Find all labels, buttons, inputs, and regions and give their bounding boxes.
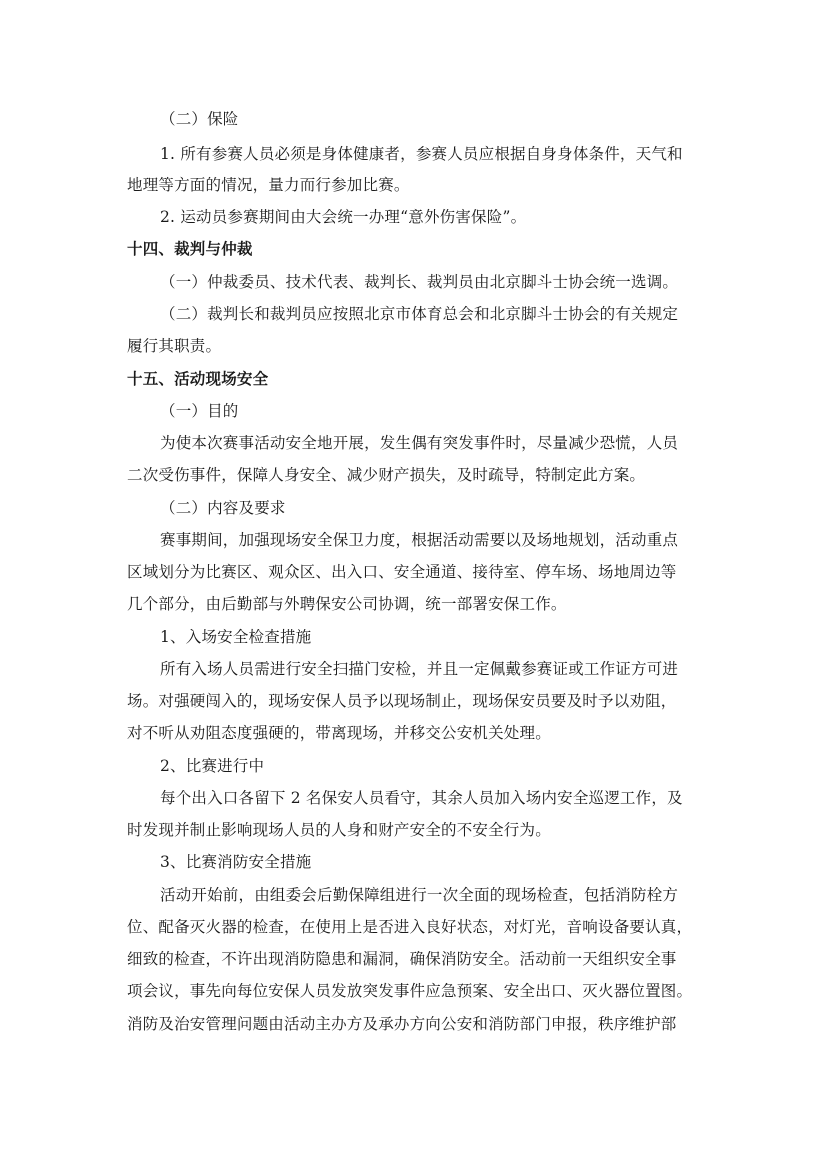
measure-1-line-2: 场。对强硬闯入的，现场安保人员予以现场制止，现场保安员要及时予以劝阻， — [127, 692, 677, 710]
content-line-3: 几个部分，由后勤部与外聘保安公司协调，统一部署安保工作。 — [127, 595, 567, 613]
section-14-title: 十四、裁判与仲裁 — [127, 240, 253, 258]
content-line-2: 区域划分为比赛区、观众区、出入口、安全通道、接待室、停车场、场地周边等 — [127, 563, 677, 581]
measure-2-line-2: 时发现并制止影响现场人员的人身和财产安全的不安全行为。 — [127, 821, 551, 839]
insurance-paragraph-1-line-1: 1. 所有参赛人员必须是身体健康者，参赛人员应根据自身身体条件，天气和 — [160, 145, 683, 163]
measure-2-line-1: 每个出入口各留下 2 名保安人员看守，其余人员加入场内安全巡逻工作，及 — [160, 789, 683, 807]
measure-1-line-3: 对不听从劝阻态度强硬的，带离现场，并移交公安机关处理。 — [127, 724, 551, 742]
section-14-paragraph-2-line-2: 履行其职责。 — [127, 337, 222, 355]
measure-2-title: 2、比赛进行中 — [160, 757, 265, 775]
purpose-line-1: 为使本次赛事活动安全地开展，发生偶有突发事件时，尽量减少恐慌，人员 — [160, 434, 679, 452]
measure-3-line-4: 项会议，事先向每位安保人员发放突发事件应急预案、安全出口、灭火器位置图。 — [127, 982, 693, 1000]
insurance-heading: （二）保险 — [160, 110, 239, 128]
purpose-line-2: 二次受伤事件，保障人身安全、减少财产损失，及时疏导，特制定此方案。 — [127, 466, 646, 484]
section-14-paragraph-2-line-1: （二）裁判长和裁判员应按照北京市体育总会和北京脚斗士协会的有关规定 — [160, 305, 679, 323]
section-14-paragraph-1: （一）仲裁委员、技术代表、裁判长、裁判员由北京脚斗士协会统一选调。 — [160, 273, 679, 291]
measure-3-line-2: 位、配备灭火器的检查，在使用上是否进入良好状态，对灯光，音响设备要认真， — [127, 918, 693, 936]
measure-3-title: 3、比赛消防安全措施 — [160, 853, 312, 871]
measure-1-line-1: 所有入场人员需进行安全扫描门安检，并且一定佩戴参赛证或工作证方可进 — [160, 660, 679, 678]
section-15-title: 十五、活动现场安全 — [127, 370, 269, 388]
measure-3-line-5: 消防及治安管理问题由活动主办方及承办方向公安和消防部门申报，秩序维护部 — [127, 1015, 677, 1033]
measure-1-title: 1、入场安全检查措施 — [160, 628, 312, 646]
section-15-subheading-purpose: （一）目的 — [160, 402, 239, 420]
measure-3-line-3: 细致的检查，不许出现消防隐患和漏洞，确保消防安全。活动前一天组织安全事 — [127, 950, 677, 968]
measure-3-line-1: 活动开始前，由组委会后勤保障组进行一次全面的现场检查，包括消防栓方 — [160, 886, 679, 904]
insurance-paragraph-2: 2. 运动员参赛期间由大会统一办理“意外伤害保险”。 — [160, 208, 527, 226]
content-line-1: 赛事期间，加强现场安全保卫力度，根据活动需要以及场地规划，活动重点 — [160, 531, 679, 549]
section-15-subheading-content: （二）内容及要求 — [160, 499, 286, 517]
insurance-paragraph-1-line-2: 地理等方面的情况，量力而行参加比赛。 — [127, 176, 410, 194]
